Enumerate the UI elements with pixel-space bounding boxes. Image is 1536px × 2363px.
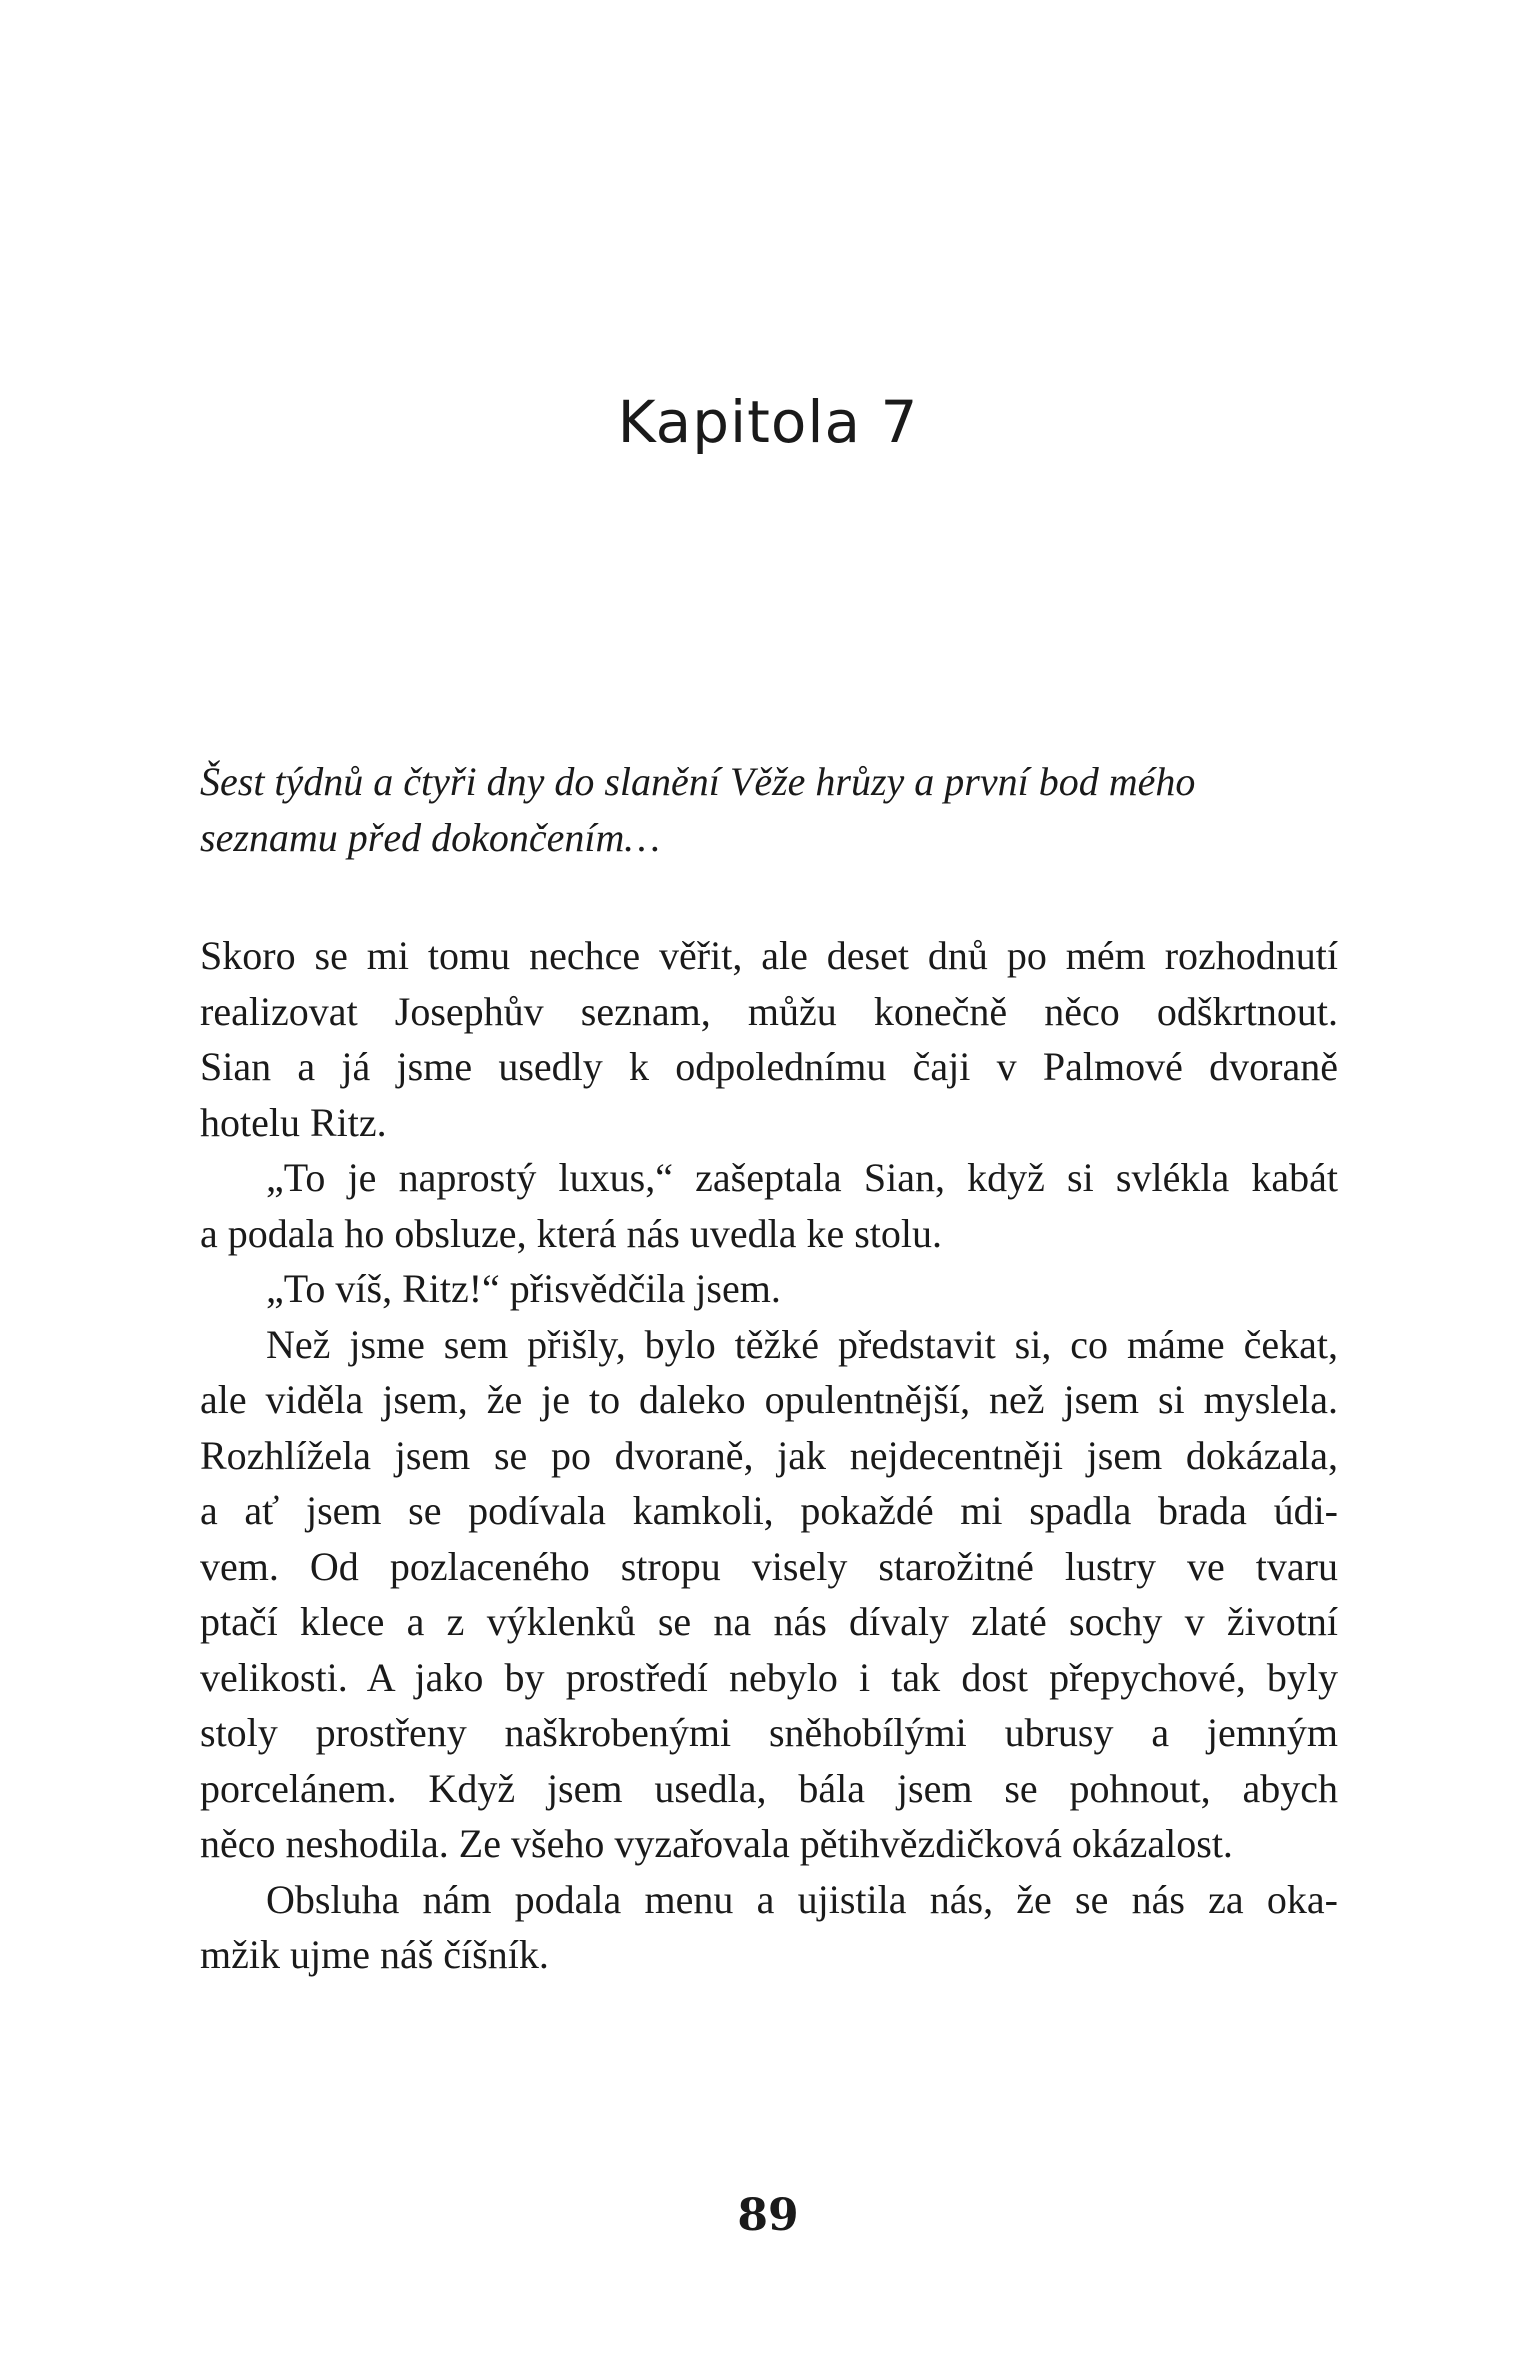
body-line: ptačí klece a z výklenků se na nás dívaly zlaté sochy v životní [200, 1599, 1338, 1644]
body-line: Rozhlížela jsem se po dvoraně, jak nejdecentněji jsem dokázala, [200, 1432, 1338, 1478]
body-line: vem. Od pozlaceného stropu visely starožitné lustry ve tvaru [200, 1543, 1338, 1589]
epigraph-line: Šest týdnů a čtyři dny do slanění Věže hrůzy a první bod mého [200, 759, 1196, 804]
body-line: a podala ho obsluze, která nás uvedla ke stolu. [200, 1210, 942, 1256]
body-line: Sian a já jsme usedly k odpolednímu čaji v Palmové dvoraně [200, 1044, 1338, 1089]
epigraph [200, 754, 1338, 865]
body-line: a ať jsem se podívala kamkoli, pokaždé mi spadla brada údi- [200, 1488, 1338, 1533]
body-line: hotelu Ritz. [200, 1099, 387, 1145]
body-line: něco neshodila. Ze všeho vyzařovala pětihvězdičková okázalost. [200, 1821, 1233, 1866]
body-line: stoly prostřeny naškrobenými sněhobílými ubrusy a jemným [200, 1710, 1338, 1755]
chapter-title: Kapitola 7 [617, 388, 919, 456]
page-number: 89 [737, 2190, 799, 2241]
body-text [200, 928, 1338, 1983]
body-line: ale viděla jsem, že je to daleko opulentnější, než jsem si myslela. [200, 1377, 1338, 1422]
body-line: Než jsme sem přišly, bylo těžké představit si, co máme čekat, [266, 1321, 1338, 1367]
body-line: „To víš, Ritz!“ přisvědčila jsem. [266, 1266, 781, 1311]
body-line: „To je naprostý luxus,“ zašeptala Sian, když si svlékla kabát [266, 1155, 1338, 1200]
body-line: realizovat Josephův seznam, můžu konečně něco odškrtnout. [200, 988, 1338, 1034]
body-line: Obsluha nám podala menu a ujistila nás, že se nás za oka- [266, 1876, 1338, 1922]
body-line: mžik ujme náš číšník. [200, 1932, 549, 1977]
epigraph-line: seznamu před dokončením… [200, 814, 660, 860]
body-line: velikosti. A jako by prostředí nebylo i tak dost přepychové, byly [200, 1654, 1338, 1700]
body-line: porcelánem. Když jsem usedla, bála jsem se pohnout, abych [200, 1765, 1338, 1811]
body-line: Skoro se mi tomu nechce věřit, ale deset dnů po mém rozhodnutí [200, 933, 1338, 978]
